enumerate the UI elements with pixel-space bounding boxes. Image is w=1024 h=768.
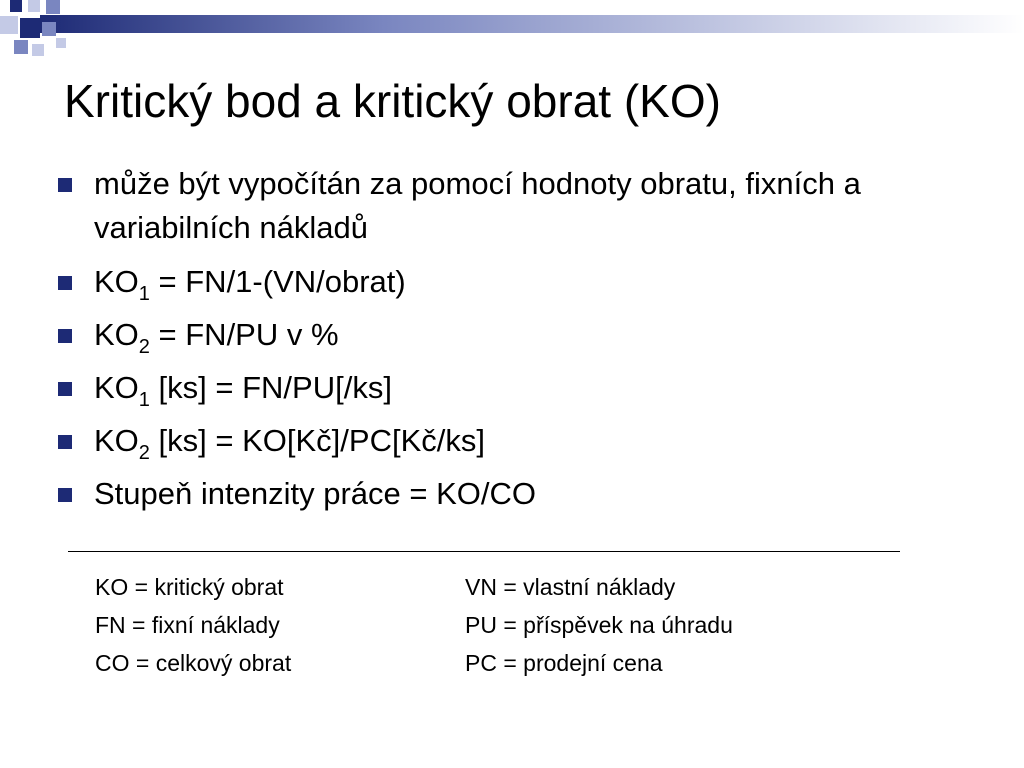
formula-name: KO xyxy=(94,423,139,458)
bullet-text xyxy=(94,313,954,361)
bullet-square-icon xyxy=(58,435,72,449)
bullet-text xyxy=(94,366,954,414)
legend-row xyxy=(95,644,855,682)
formula-expression: = FN/1-(VN/obrat) xyxy=(149,264,406,299)
divider xyxy=(68,551,900,552)
formula-expression: = FN/PU v % xyxy=(149,317,339,352)
legend-item: KO = kritický obrat xyxy=(95,574,284,600)
legend-item: FN = fixní náklady xyxy=(95,612,280,638)
formula-subscript: 1 xyxy=(138,283,150,305)
bullet-text: Stupeň intenzity práce = KO/CO xyxy=(94,476,536,511)
formula-name: KO xyxy=(94,370,139,405)
bullet-text xyxy=(94,419,954,467)
formula-subscript: 2 xyxy=(138,336,150,358)
formula-name: KO xyxy=(94,264,139,299)
legend-item: VN = vlastní náklady xyxy=(465,574,676,600)
bullet-square-icon xyxy=(58,276,72,290)
formula-subscript: 2 xyxy=(138,442,150,464)
slide-title: Kritický bod a kritický obrat (KO) xyxy=(64,75,721,127)
bullet-text: může být vypočítán za pomocí hodnoty obratu, fixních a variabilních nákladů xyxy=(94,166,861,245)
formula-expression: [ks] = FN/PU[/ks] xyxy=(149,370,392,405)
legend-row xyxy=(95,606,855,644)
bullet-square-icon xyxy=(58,382,72,396)
legend-item: PC = prodejní cena xyxy=(465,650,663,676)
legend-row xyxy=(95,568,855,606)
formula-name: KO xyxy=(94,317,139,352)
header-decoration xyxy=(0,0,1024,62)
bullet-square-icon xyxy=(58,329,72,343)
legend-item: PU = příspěvek na úhradu xyxy=(465,612,733,638)
bullet-text xyxy=(94,260,954,308)
bullet-square-icon xyxy=(58,178,72,192)
abbreviation-legend xyxy=(95,568,855,682)
legend-item: CO = celkový obrat xyxy=(95,650,292,676)
formula-subscript: 1 xyxy=(138,389,150,411)
formula-expression: [ks] = KO[Kč]/PC[Kč/ks] xyxy=(149,423,485,458)
bullet-square-icon xyxy=(58,488,72,502)
